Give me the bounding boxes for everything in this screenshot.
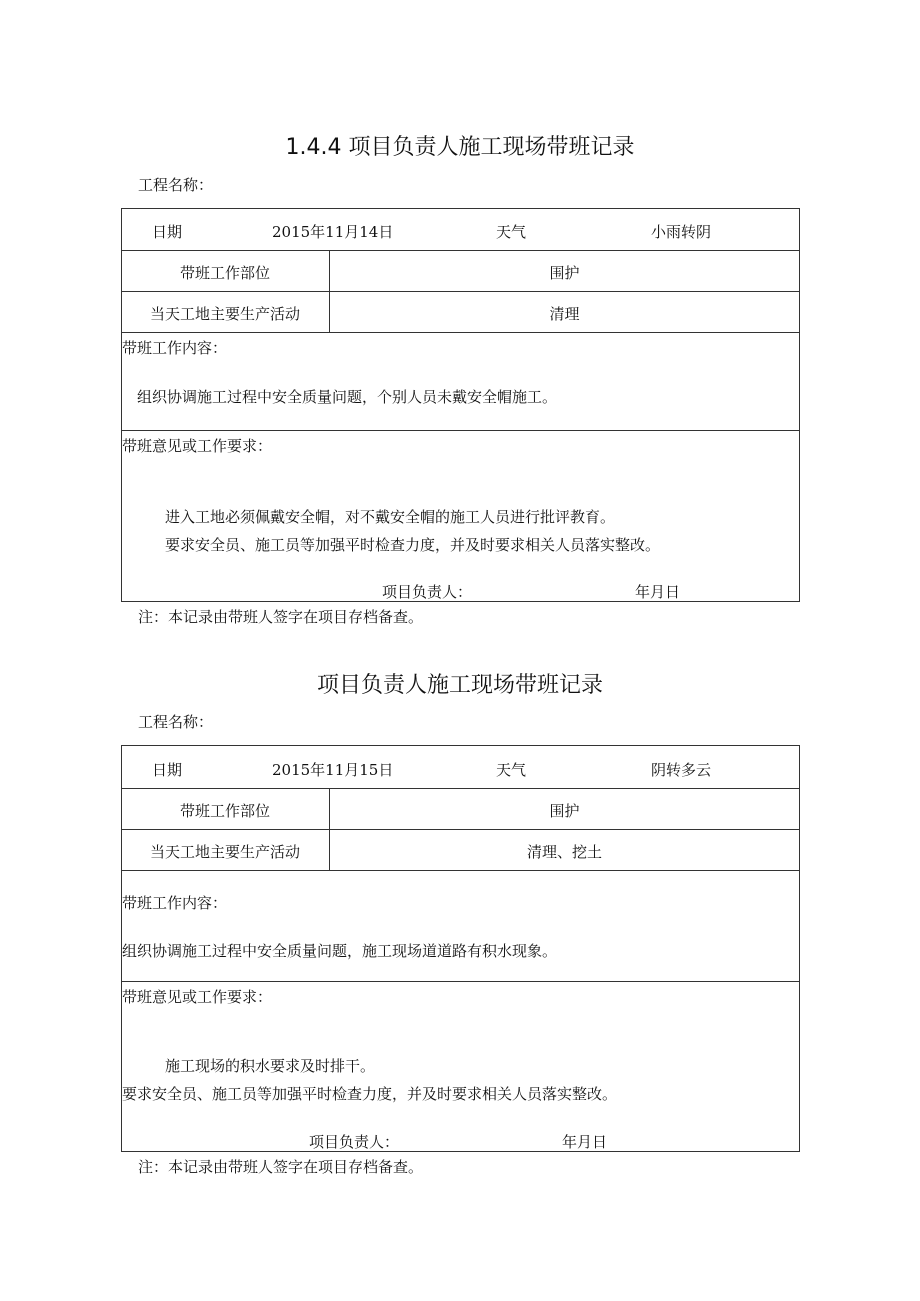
- weather-label: 天气: [496, 223, 527, 241]
- work-content-label: 带班工作内容：: [122, 339, 228, 357]
- weather-label: 天气: [496, 761, 527, 779]
- opinion-line: 要求安全员、施工员等加强平时检查力度，并及时要求相关人员落实整改。: [122, 1085, 618, 1103]
- duty-location-label: 带班工作部位: [179, 802, 270, 820]
- project-name-label: 工程名称：: [138, 176, 214, 194]
- duty-location-value: 围护: [549, 802, 580, 820]
- divider: [121, 250, 800, 251]
- divider: [121, 870, 800, 871]
- date-label: 日期: [152, 223, 183, 241]
- work-content-label: 带班工作内容：: [122, 894, 228, 912]
- archive-note: 注：本记录由带班人签字在项目存档备查。: [138, 608, 424, 626]
- main-activity-value: 清理、挖土: [526, 843, 602, 861]
- main-activity-label: 当天工地主要生产活动: [149, 305, 300, 323]
- date-value: 2015年11月15日: [272, 761, 394, 779]
- record-title: 项目负责人施工现场带班记录: [316, 673, 603, 698]
- duty-location-label: 带班工作部位: [179, 264, 270, 282]
- opinion-line: 要求安全员、施工员等加强平时检查力度，并及时要求相关人员落实整改。: [165, 536, 661, 554]
- opinion-label: 带班意见或工作要求：: [122, 437, 273, 455]
- project-name-label: 工程名称：: [138, 713, 214, 731]
- date-value: 2015年11月14日: [272, 223, 394, 241]
- divider: [121, 788, 800, 789]
- duty-location-value: 围护: [549, 264, 580, 282]
- date-label: 日期: [152, 761, 183, 779]
- main-activity-label: 当天工地主要生产活动: [149, 843, 300, 861]
- opinion-label: 带班意见或工作要求：: [122, 988, 273, 1006]
- sign-date-label: 年月日: [562, 1133, 608, 1151]
- weather-value: 小雨转阴: [651, 223, 712, 241]
- archive-note: 注：本记录由带班人签字在项目存档备查。: [138, 1158, 424, 1176]
- signer-label: 项目负责人：: [309, 1133, 400, 1151]
- divider: [121, 829, 800, 830]
- opinion-line: 施工现场的积水要求及时排干。: [165, 1057, 376, 1075]
- divider: [121, 981, 800, 982]
- divider: [121, 291, 800, 292]
- sign-date-label: 年月日: [635, 583, 681, 601]
- main-activity-value: 清理: [549, 305, 580, 323]
- work-content-text: 组织协调施工过程中安全质量问题，个别人员未戴安全帽施工。: [137, 388, 558, 406]
- weather-value: 阴转多云: [651, 761, 712, 779]
- divider: [121, 332, 800, 333]
- opinion-line: 进入工地必须佩戴安全帽，对不戴安全帽的施工人员进行批评教育。: [165, 508, 616, 526]
- divider: [121, 430, 800, 431]
- work-content-text: 组织协调施工过程中安全质量问题，施工现场道道路有积水现象。: [122, 942, 558, 960]
- record-title: 1.4.4 项目负责人施工现场带班记录: [285, 135, 635, 160]
- signer-label: 项目负责人：: [382, 583, 473, 601]
